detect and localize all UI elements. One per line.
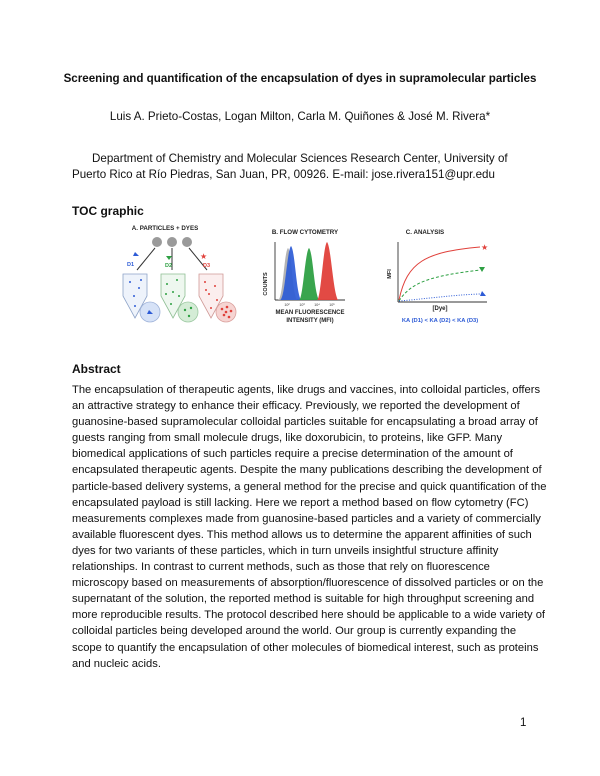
page-number: 1 bbox=[520, 717, 527, 729]
histogram-green bbox=[299, 248, 319, 300]
green-dye-icon bbox=[166, 256, 172, 260]
affiliation bbox=[72, 151, 542, 183]
panel-c-title: C. ANALYSIS bbox=[405, 229, 445, 236]
tick-label: 10⁵ bbox=[329, 303, 335, 307]
histogram-red bbox=[317, 242, 338, 300]
red-star-marker-icon: ★ bbox=[481, 243, 489, 252]
green-triangle-marker-icon bbox=[479, 267, 485, 272]
affiliation-text: Department of Chemistry and Molecular Sciences Research Center, University of Puerto Rico at Río Piedras, San Juan, PR, 00926. E-mail: jose.rivera151@upr.edu bbox=[72, 152, 508, 181]
mfi-y-label: MFI bbox=[387, 269, 393, 279]
particle bbox=[167, 237, 177, 247]
particle-closeup-d2 bbox=[178, 302, 198, 322]
label-d2: D2 bbox=[165, 263, 173, 269]
affinity-formula: KA (D1) < KA (D2) < KA (D3) bbox=[401, 318, 479, 324]
author-list: Luis A. Prieto-Costas, Logan Milton, Carla M. Quiñones & José M. Rivera* bbox=[109, 110, 491, 123]
dye-axis-label: [Dye] bbox=[432, 306, 448, 312]
label-d3: D3 bbox=[203, 263, 211, 269]
tick-label: 10³ bbox=[299, 303, 305, 307]
particle bbox=[182, 237, 192, 247]
mfi-axis-label-2: INTENSITY (MFI) bbox=[286, 318, 334, 324]
panel-b-title: B. FLOW CYTOMETRY bbox=[271, 229, 339, 236]
tick-label: 10² bbox=[284, 303, 290, 307]
binding-curve-green bbox=[399, 270, 480, 301]
mfi-axis-label-1: MEAN FLUORESCENCE bbox=[275, 310, 345, 316]
toc-graphic bbox=[95, 222, 515, 330]
particle bbox=[152, 237, 162, 247]
abstract-heading: Abstract bbox=[72, 362, 121, 376]
binding-curve-blue bbox=[399, 294, 480, 301]
label-d1: D1 bbox=[127, 262, 135, 268]
tick-label: 10⁴ bbox=[314, 303, 320, 307]
red-star-icon: ★ bbox=[200, 252, 208, 261]
blue-marker-icon bbox=[480, 291, 486, 296]
counts-axis-label: COUNTS bbox=[263, 272, 269, 296]
toc-heading: TOC graphic bbox=[72, 204, 144, 218]
abstract-body: The encapsulation of therapeutic agents, like drugs and vaccines, into colloidal particles, offers an attractive strategy to enhance their efficacy. Previously, we reported the development of guanosine-based supramolecular colloidal particles suitable for encapsulating a broad array of guests ranging from small molecule drugs, like doxorubicin, to proteins, like GFP. Many biomedical applications of such particles require a precise determination of the amount of encapsulated therapeutic agents. Despite the many publications describing the development of particle-based delivery systems, a general method for the precise and quick quantification of the encapsulated payload is still lacking. Here we report a method based on flow cytometry (FC) measurements complexes made from guanosine-based particles and a variety of commercially available fluorescent dyes. This method allows us to determine the apparent affinities of such dyes for two variants of these particles, which in turn unveils insightful structure affinity relationships. In contrast to current methods, such as those that rely on fluorescence microscopy based on measurements of absorption/fluorescence of dissolved particles or on the supernatant of the solution, the reported method is suitable for high throughput screening and more reproducible results. The protocol described here should be applicable to a wide variety of colloidal particles being developed around the world. Our group is currently expanding the scope to quantify the encapsulation of other molecules of biomedical interest, such as proteins and nucleic acids. bbox=[72, 384, 547, 670]
binding-curve-red bbox=[399, 247, 480, 300]
panel-a-title: A. PARTICLES + DYES bbox=[131, 225, 199, 232]
blue-dye-icon bbox=[133, 252, 139, 256]
arrow-d1 bbox=[137, 248, 155, 270]
paper-title: Screening and quantification of the encapsulation of dyes in supramolecular particles bbox=[63, 72, 537, 85]
